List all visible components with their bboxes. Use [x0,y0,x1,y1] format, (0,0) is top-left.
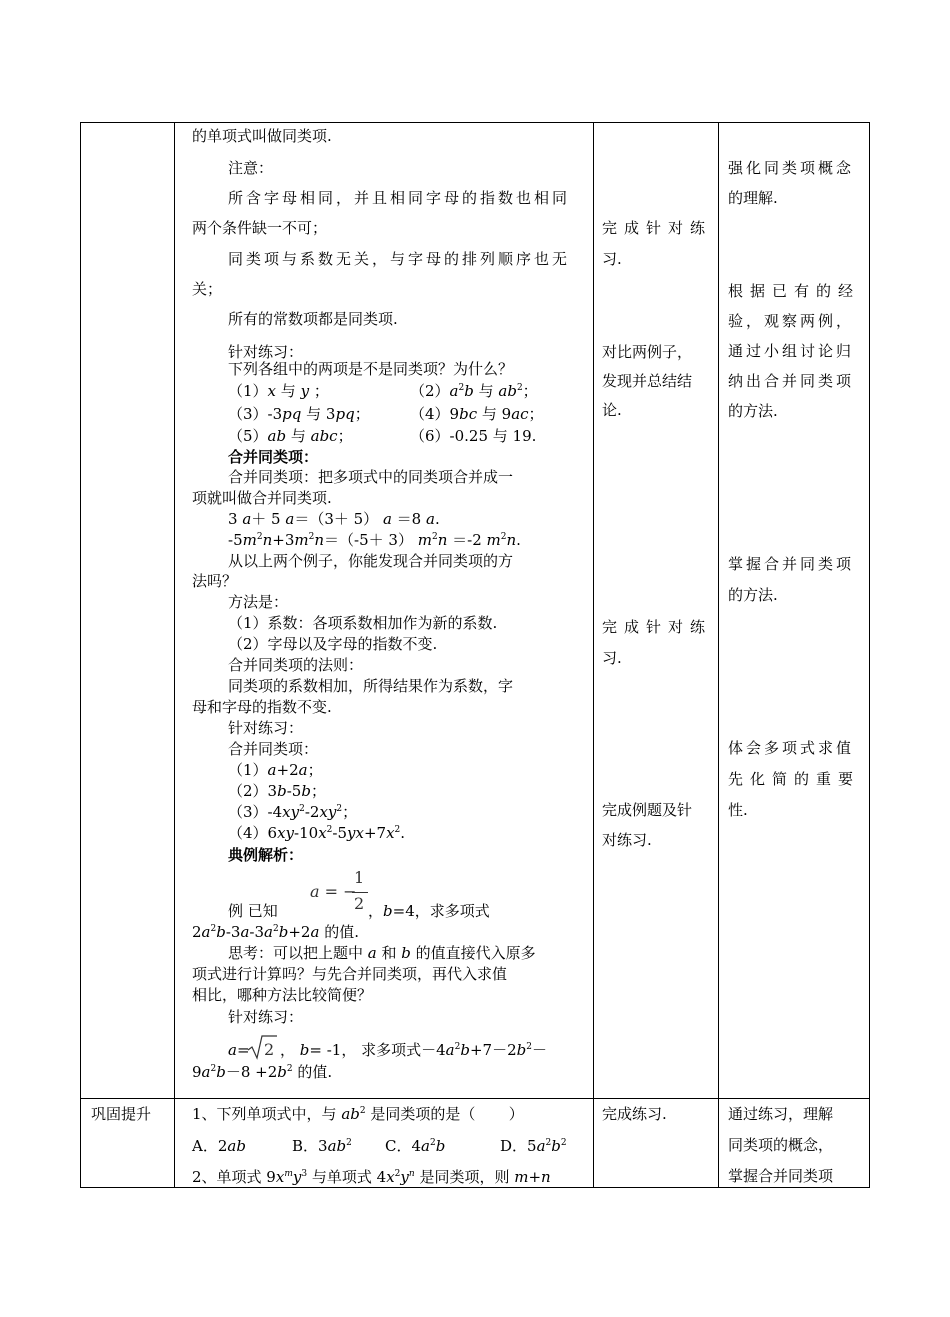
think-b: 项式进行计算吗？与先合并同类项，再代入求值 [192,965,508,983]
intent-r2-a: 根据已有的经 [728,282,861,300]
exercise1-item-3: （3）-3pq 与 3pq； [228,405,370,423]
student-r3-b: 习. [602,649,622,667]
row2-intent-b: 同类项的概念， [728,1136,834,1154]
student-r1-a: 完成针对练 [602,219,713,237]
sqrt-icon [247,1034,277,1060]
intent-r4-b: 先化简的重要 [728,770,861,788]
student-r1-b: 习. [602,250,622,268]
definition-tail: 的单项式叫做同类项. [192,127,332,145]
intent-r2-d: 纳出合并同类项 [728,372,855,390]
rule-b: 母和字母的指数不变. [192,698,332,716]
intent-r1-b: 的理解. [728,189,778,207]
sqrt-radicand: 2 [264,1040,275,1059]
example-fraction [310,868,370,918]
intent-r3-b: 的方法. [728,586,778,604]
intent-r4-c: 性. [728,801,748,819]
merge-example-2: $-5m^2n+3m^2n=(-5+ 3)$ $m^2n =-2$ $m^2n$. [228,531,521,549]
think-a: 思考：可以把上题中 a 和 b 的值直接代入原多 [228,944,536,962]
exercise2-item-2: （2）3b-5b； [228,782,326,800]
method-title: 方法是： [228,593,289,611]
quiz-option-b: B．$3ab^2$ [292,1137,352,1155]
merge-def-b: 项就叫做合并同类项. [192,489,332,507]
note-1a: 所含字母相同，并且相同字母的指数也相同 [228,189,571,207]
exercise2-title: 针对练习： [228,719,304,737]
exercise2-item-4: $(4)6xy-10x^2-5yx+7x^2$. [228,824,406,842]
quiz-option-a: A．2ab [192,1137,246,1155]
intent-r4-a: 体会多项式求值 [728,739,855,757]
exercise1-title: 针对练习： [228,343,304,361]
example-line1-a: 例 已知 [228,902,278,920]
intent-r2-e: 的方法. [728,402,778,420]
method-1: （1）系数：各项系数相加作为新的系数. [228,614,498,632]
merge-question-a: 从以上两个例子，你能发现合并同类项的方 [228,552,514,570]
row2-label: 巩固提升 [91,1105,152,1123]
student-r2-a: 对比两例子， [602,343,693,361]
student-r4-a: 完成例题及针 [602,801,693,819]
exercise1-item-4: （4）9bc 与 9ac； [410,405,544,423]
method-2: （2）字母以及字母的指数不变. [228,635,438,653]
exercise1-item-1: （1）x 与 y ； [228,382,329,400]
note-2a: 同类项与系数无关，与字母的排列顺序也无 [228,250,571,268]
exercise2-sub: 合并同类项： [228,740,319,758]
think-c: 相比，哪种方法比较简便？ [192,986,373,1004]
exercise1-question: 下列各组中的两项是不是同类项？为什么？ [228,360,514,378]
fraction-numerator: 1 [354,868,365,887]
student-r2-c: 论. [602,401,622,419]
merge-title: 合并同类项： [228,448,319,466]
fraction-bar [352,892,368,893]
col-divider-2 [593,123,594,1187]
quiz-option-c: C．$4a^2b$ [385,1137,446,1155]
note-title: 注意： [228,159,274,177]
quiz-question-1: 1、下列单项式中，与 $ab^2$ 是同类项的是（ ） [192,1105,524,1123]
example-line1-b: ，b=4，求多项式 [368,902,490,920]
merge-question-b: 法吗？ [192,572,238,590]
exercise3-title: 针对练习： [228,1008,304,1026]
intent-r2-c: 通过小组讨论归 [728,342,855,360]
row2-intent-a: 通过练习，理解 [728,1105,834,1123]
student-r4-b: 对练习. [602,831,652,849]
fraction-denominator: 2 [354,894,365,913]
quiz-question-2: 2、单项式 $9x^my^3$ 与单项式 $4x^2y^n$ 是同类项，则 m+n [192,1168,551,1186]
rule-a: 同类项的系数相加，所得结果作为系数，字 [228,677,514,695]
exercise3-line1-b: ， b= -1， 求多项式$-4a^2b+7-2b^2-$ [280,1041,547,1059]
exercise2-item-1: （1）a+2a； [228,761,323,779]
fraction-lhs: a = − [310,882,357,901]
quiz-option-d: D．$5a^2b^2$ [500,1137,567,1155]
merge-example-1: 3 a＋ 5 a＝（3＋ 5） a ＝8 a. [228,510,440,528]
intent-r3-a: 掌握合并同类项 [728,555,855,573]
exercise1-item-5: （5）ab 与 abc； [228,427,353,445]
exercise1-item-2: $(2)a^2b$ 与 $ab^2$； [410,382,538,400]
example-line2: $2a^2b-3a-3a^2b+2a$ 的值. [192,923,359,941]
note-2b: 关； [192,280,223,298]
row2-student: 完成练习. [602,1105,667,1123]
merge-def-a: 合并同类项：把多项式中的同类项合并成一 [228,468,514,486]
exercise2-item-3: $(3)-4xy^2-2xy^2$； [228,803,358,821]
example-title: 典例解析： [228,846,304,864]
col-divider-3 [718,123,719,1187]
student-r2-b: 发现并总结结 [602,372,693,390]
rule-title: 合并同类项的法则： [228,656,364,674]
exercise1-item-6: （6）-0.25 与 19. [410,427,537,445]
exercise3-line1-a: a= [228,1041,250,1059]
intent-r1-a: 强化同类项概念 [728,159,855,177]
row2-intent-c: 掌握合并同类项 [728,1167,834,1185]
exercise3-line2: $9a^2b-8 +2b^2$ 的值. [192,1063,333,1081]
col-divider-1 [174,123,175,1187]
note-3: 所有的常数项都是同类项. [228,310,398,328]
student-r3-a: 完成针对练 [602,618,713,636]
row-divider [81,1098,869,1099]
note-1b: 两个条件缺一不可； [192,219,328,237]
intent-r2-b: 验，观察两例， [728,312,855,330]
